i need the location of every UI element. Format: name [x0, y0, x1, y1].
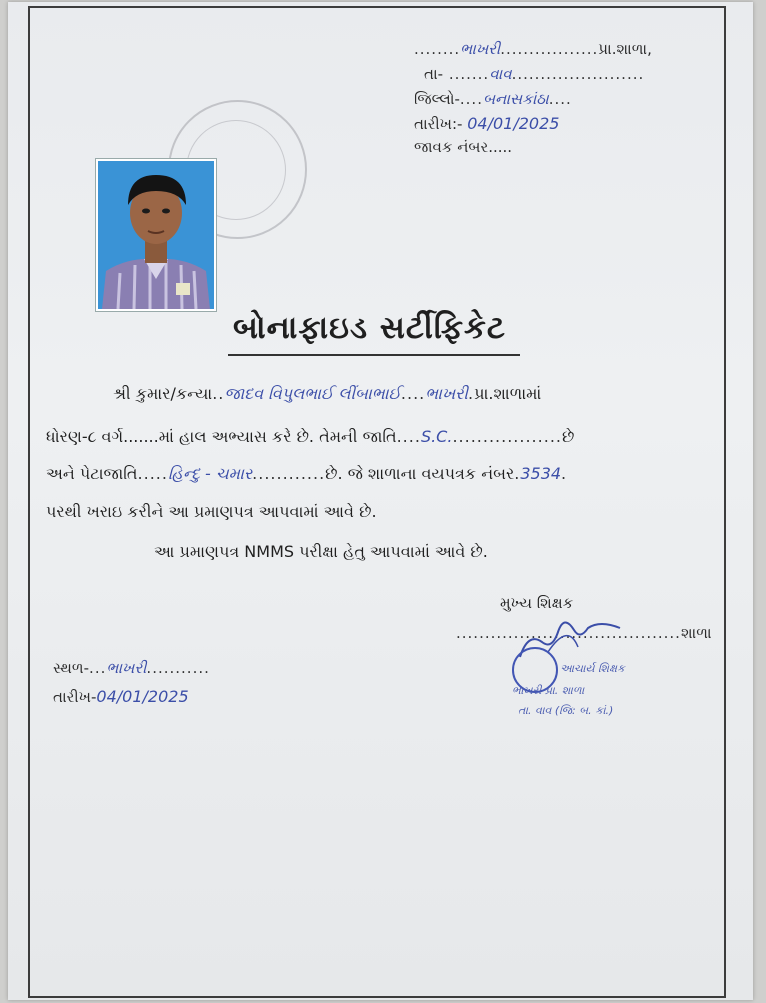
student-name-handwritten: જાદવ વિપુલભાઈ લીંબાભાઈ	[224, 384, 401, 403]
body-line1-prefix: શ્રી કુમાર/કન્યા	[113, 384, 213, 403]
header-date-line	[414, 114, 559, 133]
footer-date-prefix: તારીખ-	[53, 688, 97, 706]
body-line-5: આ પ્રમાણપત્ર NMMS પરીક્ષા હેતુ આપવામાં આવે છે.	[154, 542, 488, 561]
body-line-1: શ્રી કુમાર/કન્યા..જાદવ વિપુલભાઈ લીંબાભાઈ....ભાખરી.પ્રા.શાળામાં	[113, 384, 542, 403]
header-outward-line	[414, 138, 512, 156]
body-line3-prefix: અને પેટાજાતિ	[46, 464, 138, 483]
header-district-line: જિલ્લો-....બનાસકાંઠા....	[414, 90, 572, 108]
header-taluka-handwritten: વાવ	[489, 65, 512, 83]
body-line-3: અને પેટાજાતિ.....હિન્દુ - ચમાર............છે. જે શાળાના વયપત્રક નંબર.3534.	[46, 464, 568, 483]
signature-school-suffix: શાળા	[680, 624, 712, 642]
body-line1-suffix: પ્રા.શાળામાં	[474, 384, 542, 403]
body-line2-prefix: ધોરણ-૮ વર્ગ.......માં હાલ અભ્યાસ કરે છે. તેમની જાતિ	[46, 427, 397, 446]
place-prefix: સ્થળ-	[53, 659, 90, 677]
line1-school-handwritten: ભાખરી	[425, 384, 468, 403]
header-outward-prefix: જાવક નંબર.....	[414, 138, 513, 156]
signature-school-line: .......................................શાળા	[456, 624, 712, 642]
header-school-printed: પ્રા.શાળા,	[598, 40, 652, 58]
subcaste-handwritten: હિન્દુ - ચમાર	[167, 464, 253, 483]
place-line: સ્થળ-...ભાખરી...........	[53, 659, 210, 677]
title-underline	[228, 354, 520, 356]
stamp-line-3: તા. વાવ (જિ: બ. કાં.)	[518, 704, 614, 717]
header-date-handwritten: 04/01/2025	[467, 114, 560, 133]
certificate-page	[8, 2, 753, 1000]
header-date-prefix: તારીખ:-	[414, 115, 463, 133]
header-school-line: ........ભાખરી.................પ્રા.શાળા,	[414, 40, 652, 58]
caste-handwritten: S.C.	[420, 427, 453, 446]
body-line-4: પરથી ખરાઇ કરીને આ પ્રમાણપત્ર આપવામાં આવે છે.	[46, 502, 377, 521]
headmaster-label: મુખ્ય શિક્ષક	[500, 594, 574, 612]
footer-date-handwritten: 04/01/2025	[96, 687, 189, 706]
body-line2-suffix: છે	[561, 427, 575, 446]
student-photo-image	[98, 161, 214, 309]
register-number-handwritten: 3534	[520, 464, 562, 483]
header-district-prefix: જિલ્લો-	[414, 90, 460, 108]
body-line-2: ધોરણ-૮ વર્ગ.......માં હાલ અભ્યાસ કરે છે. તેમની જાતિ....S.C...................છે	[46, 427, 575, 446]
footer-date-line	[53, 687, 189, 706]
header-taluka-line: તા- .......વાવ.......................	[424, 65, 645, 83]
place-handwritten: ભાખરી	[106, 659, 147, 677]
stamp-line-1: આચાર્ય શિક્ષક	[560, 662, 625, 675]
stamp-line-2: ભાખરી પ્રા. શાળા	[512, 684, 585, 697]
header-taluka-prefix: તા-	[424, 65, 444, 83]
header-school-handwritten: ભાખરી	[460, 40, 501, 58]
header-district-handwritten: બનાસકાંઠા	[482, 90, 549, 108]
student-photo	[96, 159, 216, 311]
body-line3-middle: છે. જે શાળાના વયપત્રક નંબર	[325, 464, 515, 483]
certificate-title: બોનાફાઇડ સર્ટીફિકેટ	[233, 310, 506, 346]
